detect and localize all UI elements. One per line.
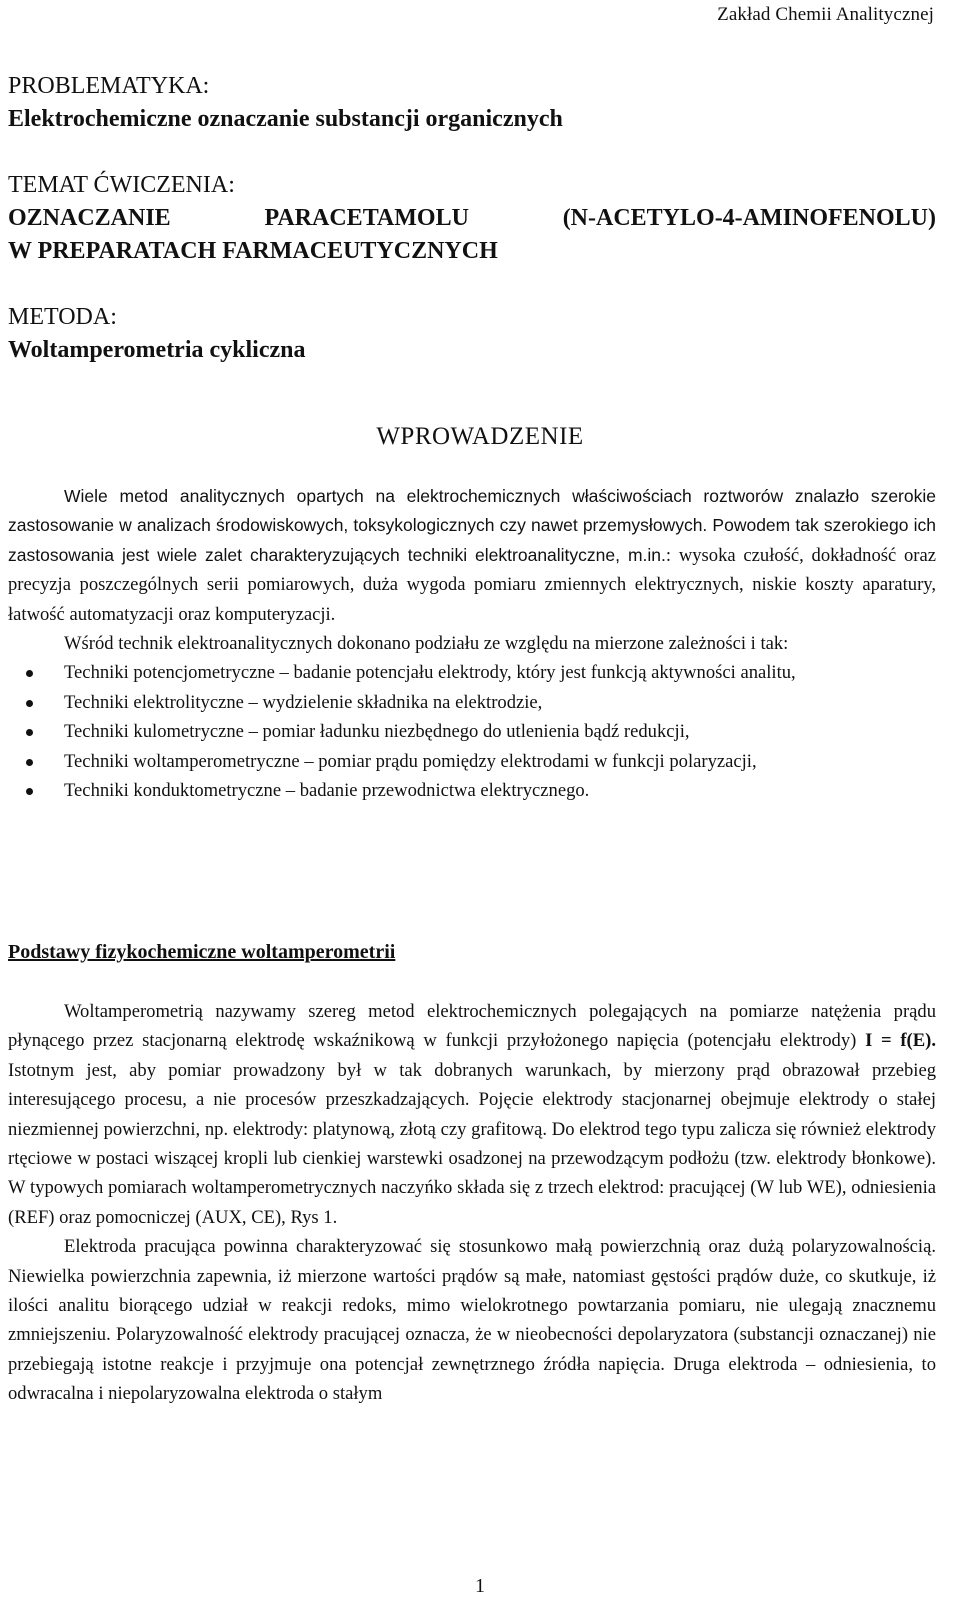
bullet-icon xyxy=(26,788,33,795)
intro-section xyxy=(8,482,936,805)
metoda-value: Woltamperometria cykliczna xyxy=(8,337,306,363)
running-header: Zakład Chemii Analitycznej xyxy=(717,4,934,25)
list-item xyxy=(8,717,936,746)
problematyka-label: PROBLEMATYKA: xyxy=(8,73,210,99)
list-item xyxy=(8,658,936,687)
podstawy-paragraph-2: Elektroda pracująca powinna charakteryzować się stosunkowo małą powierzchnią oraz dużą polaryzowalnością. Niewielka powierzchnia zapewnia, iż mierzone wartości prądów są małe, natomiast gęstości prądów duże, co skutkuje, iż ilości analitu biorącego udział w reakcji redoks, mimo wielokrotnego powtarzania pomiaru, nie ulegają znacznemu zmniejszeniu. Polaryzowalność elektrody pracującej oznacza, że w nieobecności depolaryzatora (substancji oznaczanej) nie przebiegają istotne reakcje i przyjmuje ona potencjał zewnętrznego źródła napięcia. Druga elektroda – odniesienia, to odwracalna i niepolaryzowalna elektroda o stałym xyxy=(8,1236,936,1405)
temat-value-line1: OZNACZANIE PARACETAMOLU (N-ACETYLO-4-AMINOFENOLU) xyxy=(8,205,936,231)
temat-value-line2: W PREPARATACH FARMACEUTYCZNYCH xyxy=(8,238,498,264)
podstawy-paragraph-1-b: Istotnym jest, aby pomiar prowadzony był w tak dobranych warunkach, by mierzony prąd obrazował przebieg interesującego procesu, a nie procesów przeszkadzających. Pojęcie elektrody stacjonarnej obejmuje elektrody o stałej niezmiennej powierzchni, np. elektrody: platynową, złotą czy grafitową. Do elektrod tego typu zalicza się również elektrody rtęciowe w postaci wiszącej kropli lub cienkiej warstewki osadzonej na przewodzącym podłożu (tzw. elektrody błonkowe). W typowych pomiarach woltamperometrycznych naczyńko składa się z trzech elektrod: pracującej (W lub WE), odniesienia (REF) oraz pomocniczej (AUX, CE), Rys 1. xyxy=(8,1059,936,1228)
podstawy-paragraph-1-a: Woltamperometrią nazywamy szereg metod elektrochemicznych polegających na pomiarze natężenia prądu płynącego przez stacjonarną elektrodę wskaźnikową w funkcji przyłożonego napięcia (potencjału elektrody) xyxy=(8,1001,936,1052)
techniques-list xyxy=(8,658,936,805)
intro-paragraph-1-serif: : wysoka czułość, dokładność oraz precyzja poszczególnych serii pomiarowych, duża wygoda pomiaru zmiennych elektrycznych, niskie koszty aparatury, łatwość automatyzacji oraz komputeryzacji. xyxy=(8,544,936,625)
problematyka-block xyxy=(8,70,936,136)
podstawy-paragraph-1 xyxy=(8,997,936,1232)
formula-text: I = f(E). xyxy=(865,1030,936,1052)
list-item-text: Techniki elektrolityczne – wydzielenie składnika na elektrodzie, xyxy=(64,691,543,713)
podstawy-heading: Podstawy fizykochemiczne woltamperometrii xyxy=(8,941,396,963)
problematyka-value: Elektrochemiczne oznaczanie substancji organicznych xyxy=(8,106,563,132)
bullet-icon xyxy=(26,700,33,707)
bullet-icon xyxy=(26,759,33,766)
list-item xyxy=(8,688,936,717)
list-item-text: Techniki woltamperometryczne – pomiar prądu pomiędzy elektrodami w funkcji polaryzacji, xyxy=(64,750,757,772)
intro-paragraph-2: Wśród technik elektroanalitycznych dokonano podziału ze względu na mierzone zależności i tak: xyxy=(64,633,789,655)
list-item-text: Techniki kulometryczne – pomiar ładunku niezbędnego do utlenienia bądź redukcji, xyxy=(64,721,690,743)
list-item xyxy=(8,747,936,776)
bullet-icon xyxy=(26,670,33,677)
temat-block xyxy=(8,169,936,268)
podstawy-section xyxy=(8,997,936,1409)
page-number: 1 xyxy=(475,1575,485,1597)
intro-paragraph-1 xyxy=(8,482,936,629)
metoda-label: METODA: xyxy=(8,304,117,330)
list-item-text: Techniki potencjometryczne – badanie potencjału elektrody, który jest funkcją aktywności analitu, xyxy=(64,662,796,684)
temat-label: TEMAT ĆWICZENIA: xyxy=(8,172,235,198)
metoda-block xyxy=(8,301,936,367)
bullet-icon xyxy=(26,729,33,736)
intro-heading: WPROWADZENIE xyxy=(376,423,584,450)
list-item-text: Techniki konduktometryczne – badanie przewodnictwa elektrycznego. xyxy=(64,780,590,802)
intro-paragraph-1-sans: Wiele metod analitycznych opartych na elektrochemicznych właściwościach roztworów znalazło szerokie zastosowanie w analizach środowiskowych, toksykologicznych czy nawet przemysłowych. Powodem tak szerokiego ich zastosowania jest wiele zalet charakteryzujących techniki elektroanalityczne, m.in. xyxy=(8,486,936,565)
list-item xyxy=(8,776,936,805)
